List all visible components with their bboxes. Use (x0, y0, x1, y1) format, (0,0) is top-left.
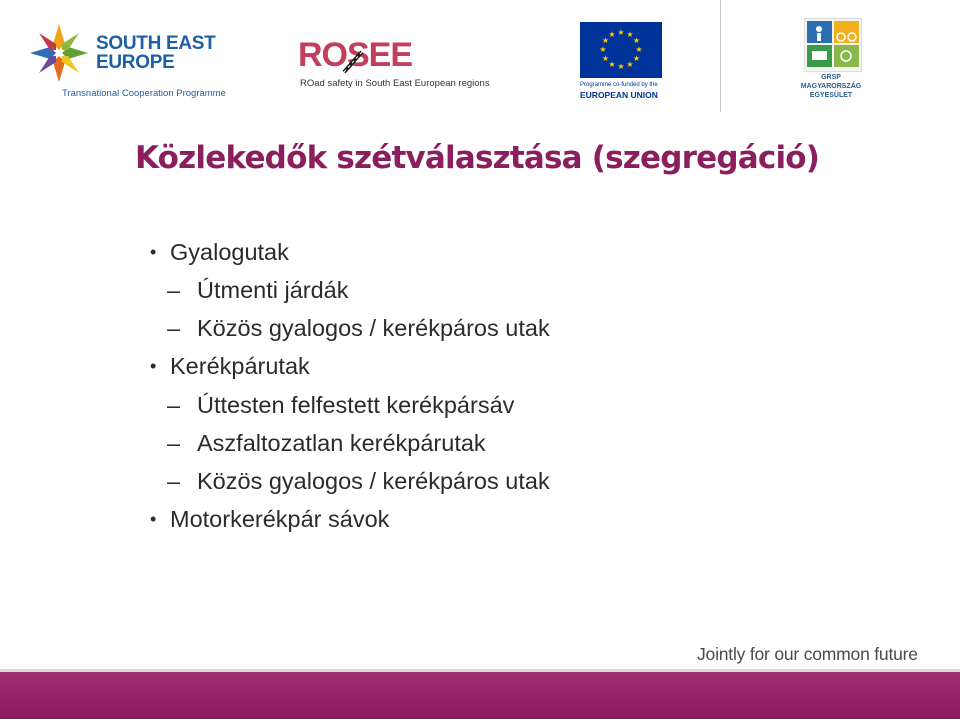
grsp-line3: EGYESÜLET (809, 92, 853, 99)
south-east-europe-logo (28, 22, 228, 102)
svg-text:★: ★ (632, 36, 641, 45)
svg-text:★: ★ (626, 60, 634, 69)
slide-title: Közlekedők szétválasztása (szegregáció) (135, 140, 820, 176)
bullet-dot-icon: • (150, 509, 157, 529)
sub-bullet-text: Útmenti járdák (197, 277, 349, 303)
svg-text:★: ★ (617, 28, 625, 37)
grsp-line2: MAGYARORSZÁG (800, 83, 862, 90)
bullet-text: Motorkerékpár sávok (170, 506, 390, 532)
footer-bar (0, 669, 960, 719)
svg-text:★: ★ (599, 45, 607, 54)
bullet-item (150, 505, 390, 533)
dash-icon: – (167, 430, 181, 456)
grsp-logo (792, 18, 870, 108)
svg-text:★: ★ (608, 60, 616, 69)
bullet-dot-icon: • (150, 242, 157, 262)
sub-bullet-item (167, 429, 486, 457)
dash-icon: – (167, 315, 181, 341)
svg-text:★: ★ (632, 54, 641, 63)
svg-text:★: ★ (601, 36, 610, 45)
see-logo-title: SOUTH EAST EUROPE (96, 33, 216, 73)
sub-bullet-text: Úttesten felfestett kerékpársáv (197, 392, 515, 418)
footer-tagline: Jointly for our common future (697, 644, 918, 664)
bullet-text: Kerékpárutak (170, 353, 310, 379)
svg-text:★: ★ (635, 45, 643, 54)
sub-bullet-text: Közös gyalogos / kerékpáros utak (197, 315, 550, 341)
road-icon (340, 50, 366, 74)
bullet-item (150, 238, 289, 266)
rosee-subtitle: ROad safety in South East European regions (300, 78, 490, 89)
eu-name-text: EUROPEAN UNION (580, 90, 658, 100)
grsp-line1: GRSP (821, 74, 841, 81)
bullet-text: Gyalogutak (170, 239, 289, 265)
header-divider (720, 0, 721, 112)
eu-cofunded-text: Programme co-funded by the (580, 82, 658, 88)
sub-bullet-text: Aszfaltozatlan kerékpárutak (197, 430, 486, 456)
svg-text:★: ★ (626, 30, 634, 39)
dash-icon: – (167, 277, 181, 303)
svg-text:★: ★ (617, 62, 625, 71)
bullet-item (150, 352, 310, 380)
sub-bullet-text: Közös gyalogos / kerékpáros utak (197, 468, 550, 494)
see-logo-subtitle: Transnational Cooperation Programme (62, 88, 226, 99)
see-star-icon (28, 22, 90, 84)
rosee-logo (298, 36, 508, 96)
svg-text:★: ★ (608, 30, 616, 39)
grsp-emblem-icon (804, 18, 862, 72)
bullet-dot-icon: • (150, 356, 157, 376)
sub-bullet-item (167, 314, 550, 342)
eu-flag-icon (580, 22, 662, 78)
sub-bullet-item (167, 391, 515, 419)
eu-logo (580, 22, 664, 102)
sub-bullet-item (167, 276, 349, 304)
dash-icon: – (167, 468, 181, 494)
header (0, 0, 960, 118)
dash-icon: – (167, 392, 181, 418)
rosee-wordmark: ROSEE (298, 36, 413, 74)
sub-bullet-item (167, 467, 550, 495)
svg-text:★: ★ (601, 54, 610, 63)
